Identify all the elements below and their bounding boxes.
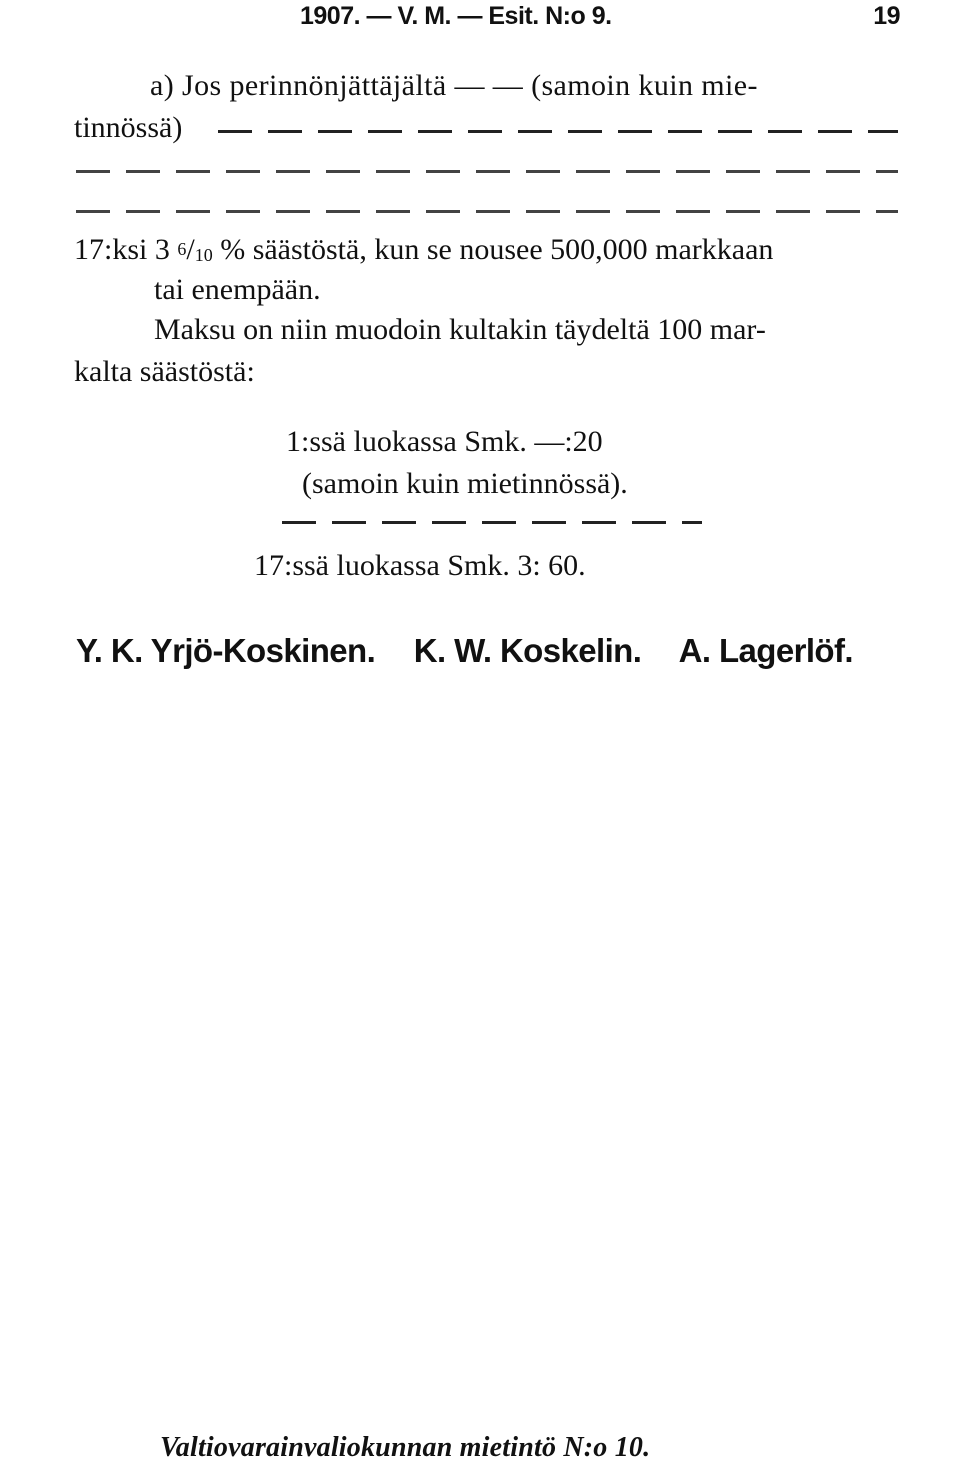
para-a-line1: a) Jos perinnönjättäjältä — — (samoin kuin mie- — [150, 69, 758, 102]
class1-fee: 1:ssä luokassa Smk. —:20 — [286, 425, 603, 458]
header-reference: 1907. — V. M. — Esit. N:o 9. — [300, 2, 612, 30]
maksu-line1: Maksu on niin muodoin kultakin täydeltä 100 mar- — [154, 313, 766, 346]
maksu-line2: kalta säästöstä: — [74, 355, 255, 388]
rate-line — [74, 232, 773, 271]
signer-2: K. W. Koskelin. — [413, 632, 642, 669]
page-header — [300, 2, 900, 36]
omission-dashes-4 — [282, 521, 702, 524]
class1-note: (samoin kuin mietinnössä). — [302, 467, 628, 500]
rate-numerator: 6 — [177, 239, 187, 259]
rate-prefix: 17:ksi 3 — [74, 233, 170, 266]
para-a-line2: tinnössä) — [74, 111, 183, 144]
rate-suffix: % säästöstä, kun se nousee 500,000 markkaan — [220, 233, 774, 266]
class17-fee: 17:ssä luokassa Smk. 3: 60. — [254, 549, 586, 582]
rate-fraction: $^6/_{10}$ — [177, 233, 213, 266]
signer-3: A. Lagerlöf. — [678, 632, 853, 669]
signer-1: Y. K. Yrjö-Koskinen. — [76, 632, 376, 669]
omission-dashes-2 — [76, 170, 898, 173]
page-number: 19 — [873, 2, 900, 30]
signatories — [76, 632, 906, 670]
omission-dashes-3 — [76, 210, 898, 213]
page-footer: Valtiovarainvaliokunnan mietintö N:o 10. — [160, 1432, 651, 1463]
omission-dashes-1 — [218, 130, 898, 133]
rate-line2: tai enempään. — [154, 273, 321, 306]
rate-denominator: 10 — [194, 245, 213, 265]
